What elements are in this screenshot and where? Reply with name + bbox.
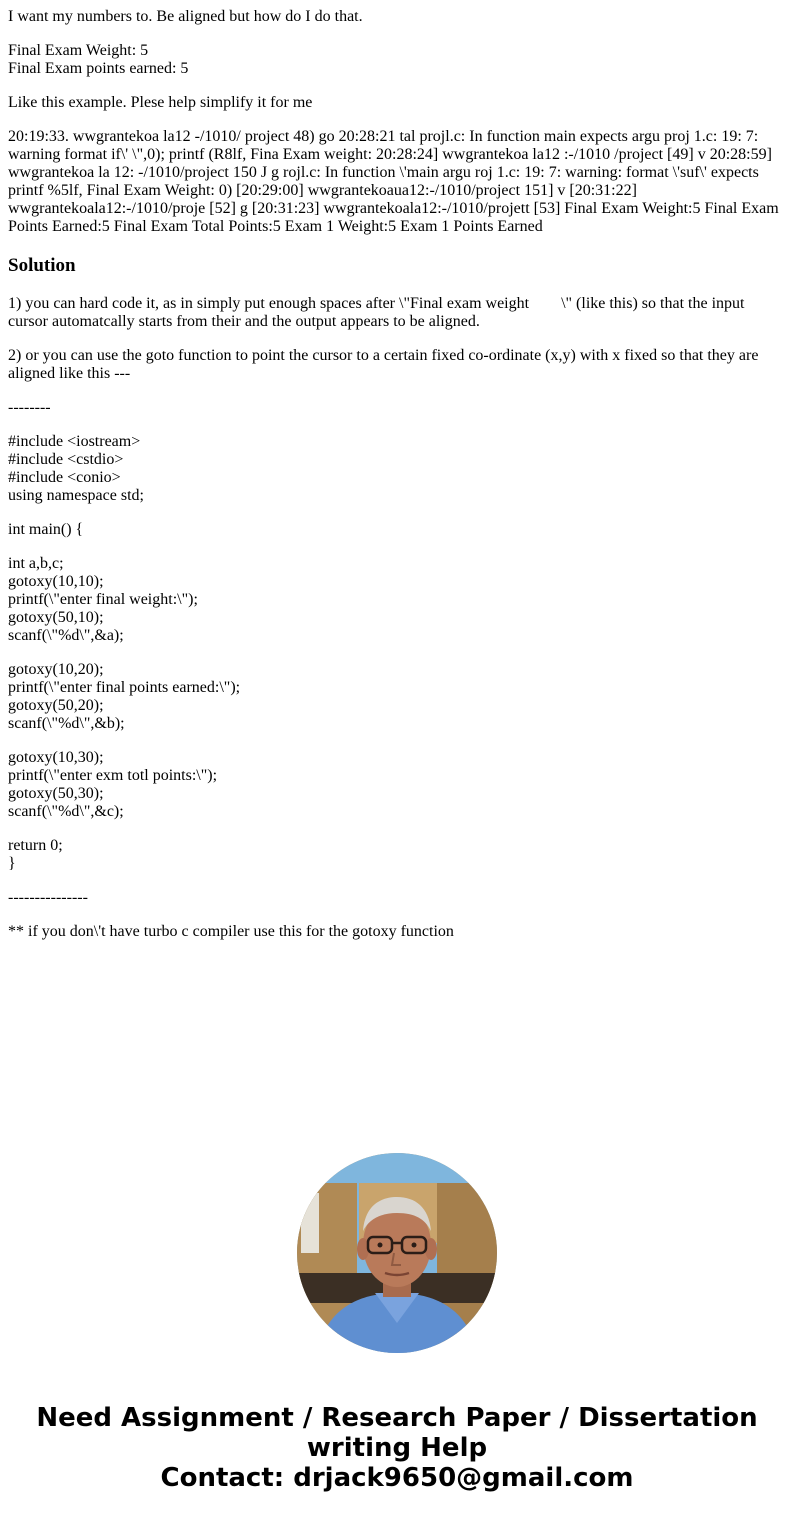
code-line: #include <conio>: [8, 469, 121, 486]
example-line-weight: Final Exam Weight: 5: [8, 42, 149, 59]
divider-bottom: ---------------: [8, 889, 88, 906]
cta-contact-email: Contact: drjack9650@gmail.com: [160, 1463, 634, 1493]
assignment-help-banner: [0, 1403, 794, 1493]
solution-heading: Solution: [8, 255, 76, 276]
portrait-illustration: [297, 1153, 497, 1353]
code-block-3: [8, 749, 786, 821]
code-block-4: [8, 837, 786, 873]
question-intro: I want my numbers to. Be aligned but how do I do that.: [8, 8, 363, 25]
solution-point-1: 1) you can hard code it, as in simply put enough spaces after \"Final exam weight \" (like this) so that the input cursor automatcally starts from their and the output appears to be aligned.: [8, 295, 749, 330]
code-line: #include <cstdio>: [8, 451, 124, 468]
code-line: scanf(\"%d\",&b);: [8, 715, 125, 732]
code-line: }: [8, 855, 16, 872]
question-request: Like this example. Plese help simplify it for me: [8, 94, 313, 111]
solution-point-2: 2) or you can use the goto function to point the cursor to a certain fixed co-ordinate (x,y) with x fixed so that they are aligned like this ---: [8, 347, 759, 382]
code-block-1: [8, 555, 786, 645]
terminal-paste: 20:19:33. wwgrantekoa la12 -/1010/ project 48) go 20:28:21 tal projl.c: In function main expects argu proj 1.c: 19: 7: warning format if\' \",0); printf (R8lf, Fina Exam weight: 20:28:24] wwgrantekoa la12 :-/1010 /project [49] v 20:28:59] wwgrantekoa la 12: -/1010/project 150 J g rojl.c: In function \'main argu roj 1.c: 19: 7: warning: format \'suf\' expects printf %5lf, Final Exam Weight: 0) [20:29:00] wwgrantekoaua12:-/1010/project 151] v [20:31:22] wwgrantekoala12:-/1010/proje [52] g [20:31:23] wwgrantekoala12:-/1010/projett [53] Final Exam Weight:5 Final Exam Points Earned:5 Final Exam Total Points:5 Exam 1 Weight:5 Exam 1 Points Earned: [8, 128, 779, 235]
code-line: printf(\"enter final weight:\");: [8, 591, 198, 608]
code-main-open: int main() {: [8, 521, 84, 538]
cta-line-1: Need Assignment / Research Paper / Dissertation: [36, 1403, 758, 1433]
code-block-2: [8, 661, 786, 733]
code-line: gotoxy(10,20);: [8, 661, 104, 678]
cta-line-2: writing Help: [306, 1433, 488, 1463]
divider-top: --------: [8, 399, 51, 416]
code-line: return 0;: [8, 837, 63, 854]
code-includes: [8, 433, 786, 505]
code-line: gotoxy(10,30);: [8, 749, 104, 766]
code-line: printf(\"enter exm totl points:\");: [8, 767, 218, 784]
code-line: gotoxy(50,30);: [8, 785, 104, 802]
example-line-points: Final Exam points earned: 5: [8, 60, 189, 77]
person-photo-icon: [297, 1153, 497, 1353]
code-line: printf(\"enter final points earned:\");: [8, 679, 241, 696]
code-line: scanf(\"%d\",&a);: [8, 627, 124, 644]
example-block: [8, 42, 786, 78]
code-line: using namespace std;: [8, 487, 144, 504]
code-line: gotoxy(10,10);: [8, 573, 104, 590]
code-line: scanf(\"%d\",&c);: [8, 803, 124, 820]
code-line: gotoxy(50,20);: [8, 697, 104, 714]
code-line: #include <iostream>: [8, 433, 141, 450]
code-line: int a,b,c;: [8, 555, 64, 572]
document-body: [8, 8, 786, 957]
code-line: gotoxy(50,10);: [8, 609, 104, 626]
solution-note: ** if you don\'t have turbo c compiler use this for the gotoxy function: [8, 923, 454, 940]
